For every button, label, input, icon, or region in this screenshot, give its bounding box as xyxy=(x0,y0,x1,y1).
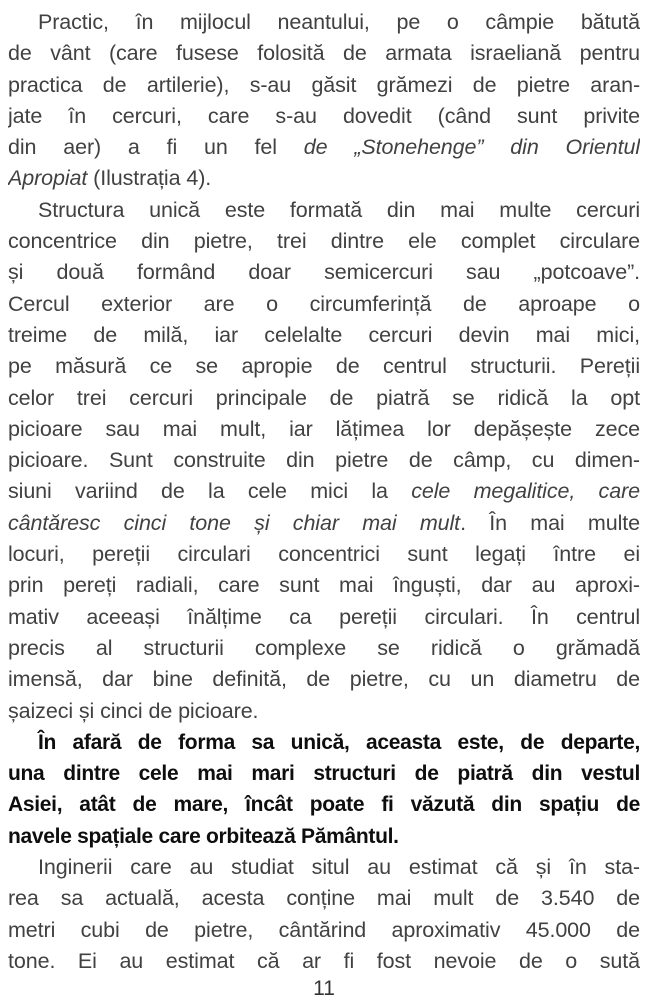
text-segment: . În mai multe xyxy=(460,510,640,535)
text-segment: și două formând doar semicercuri sau „potcoave”. xyxy=(8,260,640,285)
text-line xyxy=(8,758,640,789)
text-line xyxy=(8,602,640,633)
text-segment: treime de milă, iar celelalte cercuri devin mai mici, xyxy=(8,322,640,347)
italic-text-segment: cântăresc cinci tone și chiar mai mult xyxy=(8,510,461,535)
text-line xyxy=(8,351,640,382)
text-line xyxy=(8,570,640,601)
text-line xyxy=(8,476,640,507)
text-segment: Cercul exterior are o circumferință de aproape o xyxy=(8,291,640,316)
text-line xyxy=(8,664,640,695)
text-segment: Structura unică este formată din mai multe cercuri xyxy=(38,197,640,222)
text-line xyxy=(8,70,640,101)
text-segment: tone. Ei au estimat că ar fi fost nevoie de o sută xyxy=(8,948,640,973)
text-segment: prin pereți radiali, care sunt mai înguști, dar au aproxi- xyxy=(8,573,640,598)
text-line xyxy=(8,132,640,163)
text-segment: locuri, pereții circulari concentrici sunt legați între ei xyxy=(8,542,640,567)
text-line xyxy=(8,915,640,946)
text-line xyxy=(8,508,640,539)
text-segment: Inginerii care au studiat situl au estimat că și în sta- xyxy=(38,855,640,880)
text-line xyxy=(8,101,640,132)
text-line xyxy=(8,289,640,320)
text-segment: picioare. Sunt construite din pietre de câmp, cu dimen- xyxy=(8,448,640,473)
text-segment: mativ aceeași înălțime ca pereții circulari. În centrul xyxy=(8,604,640,629)
text-line xyxy=(8,883,640,914)
text-line xyxy=(8,226,640,257)
page-number: 11 xyxy=(313,977,335,1001)
text-block xyxy=(8,7,640,977)
text-segment: una dintre cele mai mari structuri de piatră din vestul xyxy=(8,762,640,786)
text-segment: pe măsură ce se apropie de centrul structurii. Pereții xyxy=(8,354,640,379)
text-line xyxy=(8,633,640,664)
text-line xyxy=(8,789,640,820)
text-line xyxy=(8,163,640,194)
text-segment: din aer) a fi un fel xyxy=(8,135,304,160)
text-segment: picioare sau mai mult, iar lățimea lor depășește zece xyxy=(8,416,640,441)
text-segment: imensă, dar bine definită, de pietre, cu un diametru de xyxy=(8,667,640,692)
text-segment: precis al structurii complexe se ridică o grămadă xyxy=(8,635,640,660)
text-segment: metri cubi de pietre, cântărind aproximativ 45.000 de xyxy=(8,917,640,942)
text-segment: În afară de forma sa unică, aceasta este, de departe, xyxy=(38,730,640,754)
text-line xyxy=(8,727,640,758)
italic-text-segment: de „Stonehenge” din Orientul xyxy=(303,135,640,160)
text-line xyxy=(8,696,640,727)
text-segment: practica de artilerie), s-au găsit grămezi de pietre aran- xyxy=(8,72,640,97)
text-segment: jate în cercuri, care s-au dovedit (când sunt privite xyxy=(8,103,640,128)
text-line xyxy=(8,7,640,38)
text-line xyxy=(8,383,640,414)
text-line xyxy=(8,821,640,852)
text-line xyxy=(8,539,640,570)
italic-text-segment: Apropiat xyxy=(8,166,88,191)
text-segment: de vânt (care fusese folosită de armata israeliană pentru xyxy=(8,41,640,66)
italic-text-segment: cele megalitice, care xyxy=(411,479,640,504)
text-line xyxy=(8,38,640,69)
text-line xyxy=(8,195,640,226)
text-segment: rea sa actuală, acesta conține mai mult de 3.540 de xyxy=(8,886,640,911)
text-segment: șaizeci și cinci de picioare. xyxy=(8,698,259,723)
text-segment: Asiei, atât de mare, încât poate fi văzută din spațiu de xyxy=(8,793,640,817)
text-line xyxy=(8,445,640,476)
text-segment: concentrice din pietre, trei dintre ele complet circulare xyxy=(8,229,640,254)
text-segment: navele spațiale care orbitează Pământul. xyxy=(8,824,399,848)
text-line xyxy=(8,852,640,883)
text-segment: (Ilustrația 4). xyxy=(87,166,212,191)
text-segment: Practic, în mijlocul neantului, pe o câmpie bătută xyxy=(38,10,640,34)
text-segment: celor trei cercuri principale de piatră se ridică la opt xyxy=(8,385,640,410)
text-line xyxy=(8,414,640,445)
text-line xyxy=(8,946,640,977)
text-line xyxy=(8,320,640,351)
text-segment: siuni variind de la cele mici la xyxy=(8,479,412,504)
text-line xyxy=(8,257,640,288)
